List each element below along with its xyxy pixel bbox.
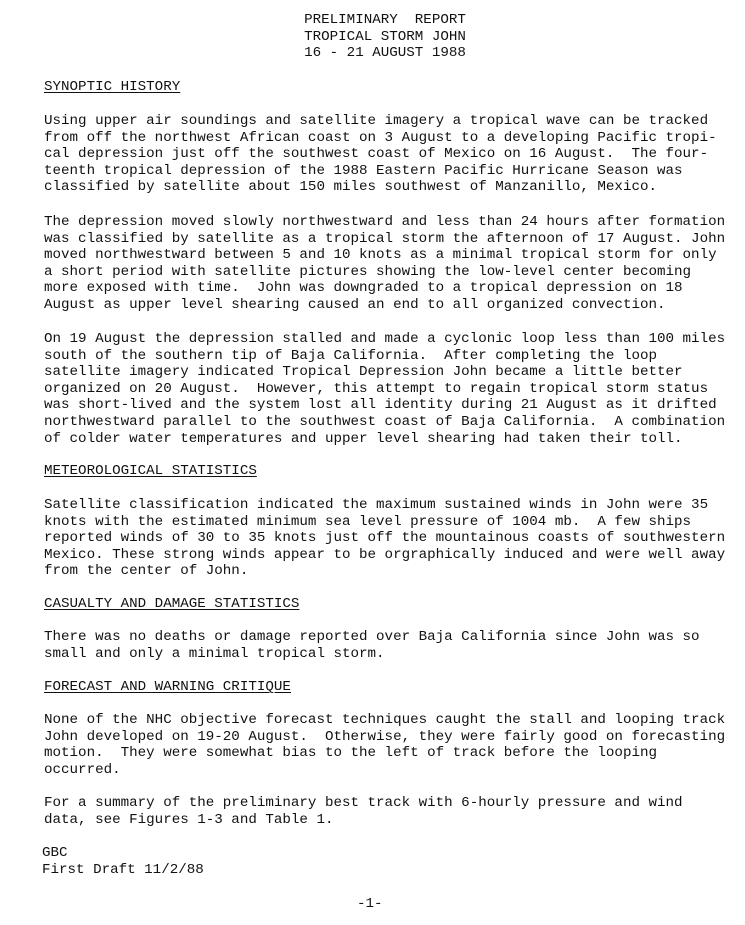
text-line: teenth tropical depression of the 1988 Eastern Pacific Hurricane Season was bbox=[44, 162, 683, 179]
text-line: Mexico. These strong winds appear to be orgraphically induced and were well away bbox=[44, 546, 726, 563]
text-line: John developed on 19-20 August. Otherwise, they were fairly good on forecasting bbox=[44, 728, 726, 745]
text-line: more exposed with time. John was downgraded to a tropical depression on 18 bbox=[44, 280, 683, 297]
text-line: August as upper level shearing caused an end to all organized convection. bbox=[44, 296, 666, 313]
storm-name: TROPICAL STORM JOHN bbox=[304, 28, 466, 45]
text-line: Using upper air soundings and satellite imagery a tropical wave can be tracked bbox=[44, 113, 709, 129]
draft-date: First Draft 11/2/88 bbox=[42, 862, 204, 878]
text-line: None of the NHC objective forecast techniques caught the stall and looping track bbox=[44, 712, 726, 728]
text-line: south of the southern tip of Baja California. After completing the loop bbox=[44, 347, 657, 364]
text-line: cal depression just off the southwest coast of Mexico on 16 August. The four- bbox=[44, 146, 709, 163]
text-line: small and only a minimal tropical storm. bbox=[44, 645, 385, 662]
text-line: was short-lived and the system lost all identity during 21 August as it drifted bbox=[44, 397, 717, 414]
text-line: There was no deaths or damage reported over Baja California since John was so bbox=[44, 629, 700, 645]
text-line: Satellite classification indicated the maximum sustained winds in John were 35 bbox=[44, 497, 709, 513]
forecast-paragraph-2 bbox=[44, 795, 734, 828]
text-line: moved northwestward between 5 and 10 knots as a minimal tropical storm for only bbox=[44, 247, 717, 264]
text-line: organized on 20 August. However, this attempt to regain tropical storm status bbox=[44, 380, 709, 397]
text-line: was classified by satellite as a tropical storm the afternoon of 17 August. John bbox=[44, 230, 726, 247]
storm-dates: 16 - 21 AUGUST 1988 bbox=[304, 45, 466, 62]
text-line: motion. They were somewhat bias to the left of track before the looping bbox=[44, 745, 657, 762]
synoptic-paragraph-2 bbox=[44, 214, 734, 314]
forecast-critique-heading: FORECAST AND WARNING CRITIQUE bbox=[44, 679, 291, 695]
report-type: PRELIMINARY REPORT bbox=[304, 12, 466, 28]
text-line: a short period with satellite pictures showing the low-level center becoming bbox=[44, 263, 692, 280]
meteorological-paragraph bbox=[44, 497, 734, 580]
author-initials: GBC bbox=[42, 845, 68, 861]
text-line: northwestward parallel to the southwest coast of Baja California. A combination bbox=[44, 413, 726, 430]
page-number: -1- bbox=[357, 896, 383, 912]
report-header bbox=[290, 12, 480, 62]
text-line: The depression moved slowly northwestward and less than 24 hours after formation bbox=[44, 214, 726, 230]
text-line: knots with the estimated minimum sea level pressure of 1004 mb. A few ships bbox=[44, 513, 692, 530]
text-line: On 19 August the depression stalled and made a cyclonic loop less than 100 miles bbox=[44, 331, 726, 347]
text-line: occurred. bbox=[44, 761, 121, 778]
text-line: of colder water temperatures and upper level shearing had taken their toll. bbox=[44, 430, 683, 447]
text-line: from the center of John. bbox=[44, 563, 249, 580]
text-line: reported winds of 30 to 35 knots just off the mountainous coasts of southwestern bbox=[44, 530, 726, 547]
synoptic-paragraph-3 bbox=[44, 331, 734, 447]
text-line: satellite imagery indicated Tropical Depression John became a little better bbox=[44, 364, 683, 381]
synoptic-history-heading: SYNOPTIC HISTORY bbox=[44, 79, 181, 95]
synoptic-paragraph-1 bbox=[44, 113, 734, 196]
forecast-paragraph-1 bbox=[44, 712, 734, 778]
meteorological-statistics-heading: METEOROLOGICAL STATISTICS bbox=[44, 463, 257, 479]
text-line: from off the northwest African coast on 3 August to a developing Pacific tropi- bbox=[44, 129, 717, 146]
casualty-damage-heading: CASUALTY AND DAMAGE STATISTICS bbox=[44, 596, 300, 612]
text-line: classified by satellite about 150 miles southwest of Manzanillo, Mexico. bbox=[44, 179, 657, 196]
text-line: data, see Figures 1-3 and Table 1. bbox=[44, 811, 334, 828]
casualty-paragraph bbox=[44, 629, 734, 662]
text-line: For a summary of the preliminary best track with 6-hourly pressure and wind bbox=[44, 795, 683, 811]
